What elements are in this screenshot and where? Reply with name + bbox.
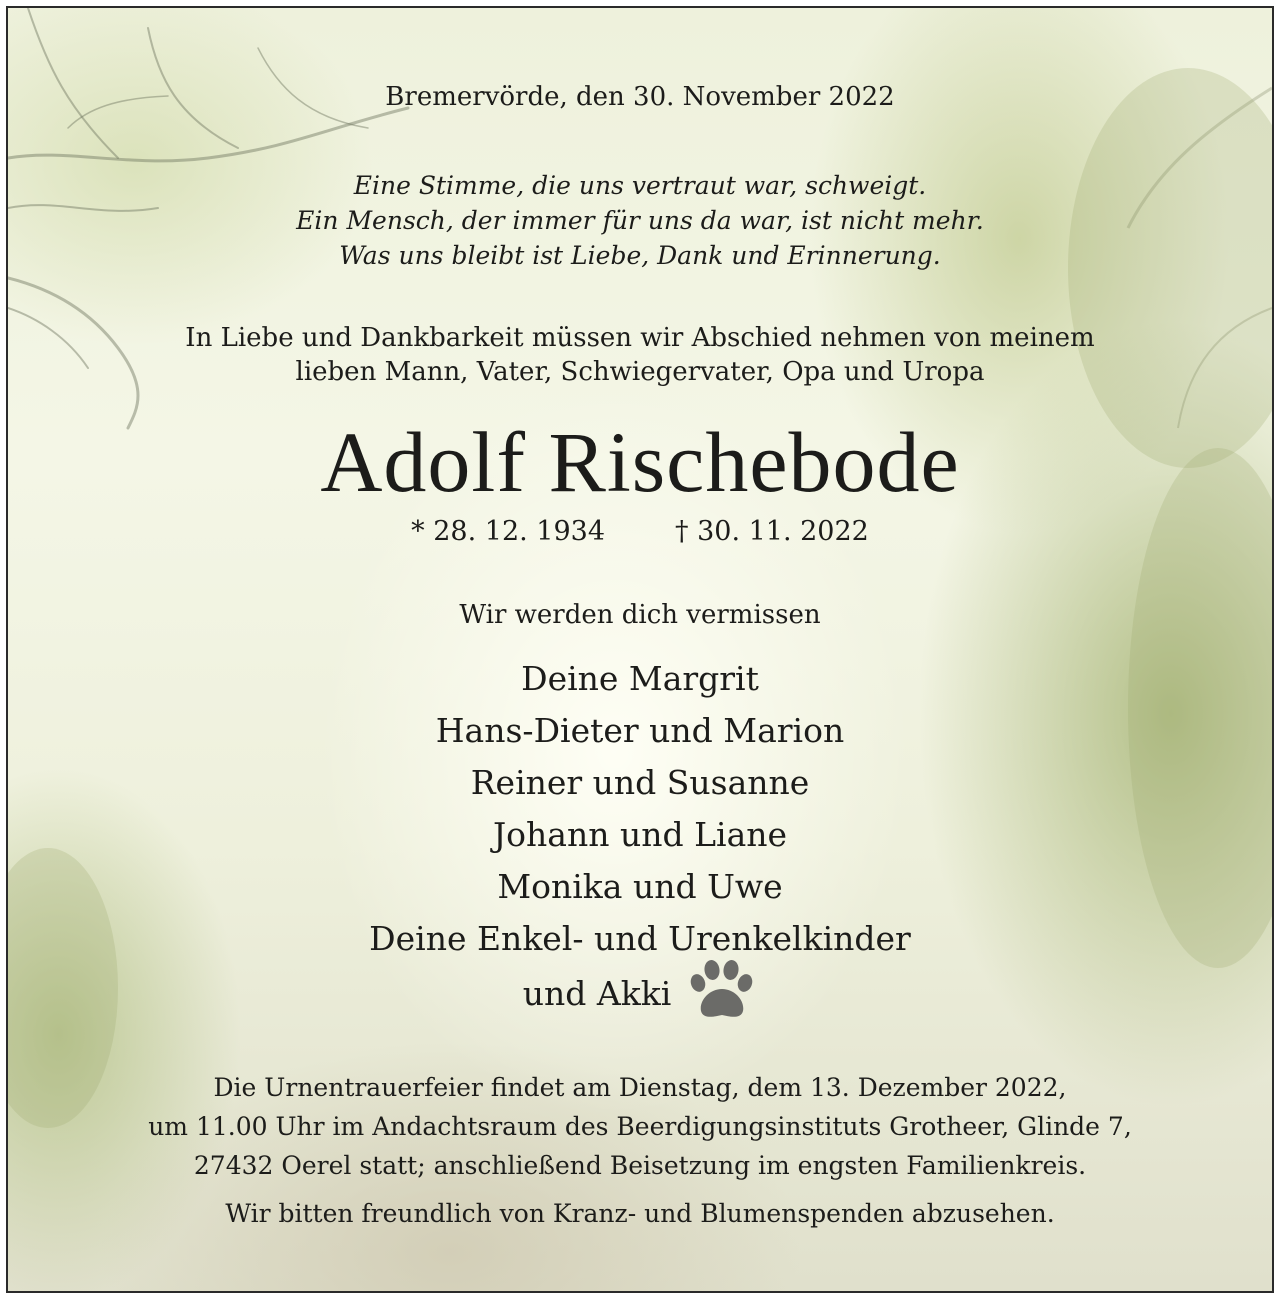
family-member: Deine Enkel- und Urenkelkinder bbox=[369, 919, 911, 958]
life-dates bbox=[8, 516, 1272, 547]
family-member: Hans-Dieter und Marion bbox=[435, 711, 845, 750]
place-date: Bremervörde, den 30. November 2022 bbox=[385, 82, 895, 112]
intro-line: lieben Mann, Vater, Schwiegervater, Opa und Uropa bbox=[295, 357, 985, 387]
ceremony-line: um 11.00 Uhr im Andachtsraum des Beerdigungsinstituts Grotheer, Glinde 7, bbox=[148, 1112, 1132, 1141]
obituary-notice bbox=[6, 6, 1274, 1293]
verse-line: Was uns bleibt ist Liebe, Dank und Erinnerung. bbox=[339, 241, 941, 270]
family-member: Monika und Uwe bbox=[497, 867, 783, 906]
donation-request: Wir bitten freundlich von Kranz- und Blumenspenden abzusehen. bbox=[225, 1199, 1055, 1228]
intro-line: In Liebe und Dankbarkeit müssen wir Abschied nehmen von meinem bbox=[185, 323, 1095, 353]
pet-line-text: und Akki bbox=[522, 974, 672, 1013]
verse-line: Ein Mensch, der immer für uns da war, ist nicht mehr. bbox=[296, 206, 984, 235]
verse-line: Eine Stimme, die uns vertraut war, schweigt. bbox=[353, 171, 927, 200]
paw-print-icon bbox=[687, 959, 757, 1021]
family-member: Deine Margrit bbox=[521, 659, 759, 698]
family-member: Johann und Liane bbox=[492, 815, 788, 854]
ceremony-line: 27432 Oerel statt; anschließend Beisetzung im engsten Familienkreis. bbox=[193, 1151, 1087, 1180]
miss-line: Wir werden dich vermissen bbox=[459, 600, 821, 630]
family-member: Reiner und Susanne bbox=[470, 763, 810, 802]
ceremony-line: Die Urnentrauerfeier findet am Dienstag, dem 13. Dezember 2022, bbox=[213, 1073, 1067, 1102]
notice-content bbox=[8, 8, 1272, 1291]
death-date: † 30. 11. 2022 bbox=[675, 516, 869, 547]
deceased-name: Adolf Rischebode bbox=[320, 414, 960, 510]
birth-date: * 28. 12. 1934 bbox=[411, 516, 605, 547]
family-member-pet bbox=[8, 965, 1272, 1027]
